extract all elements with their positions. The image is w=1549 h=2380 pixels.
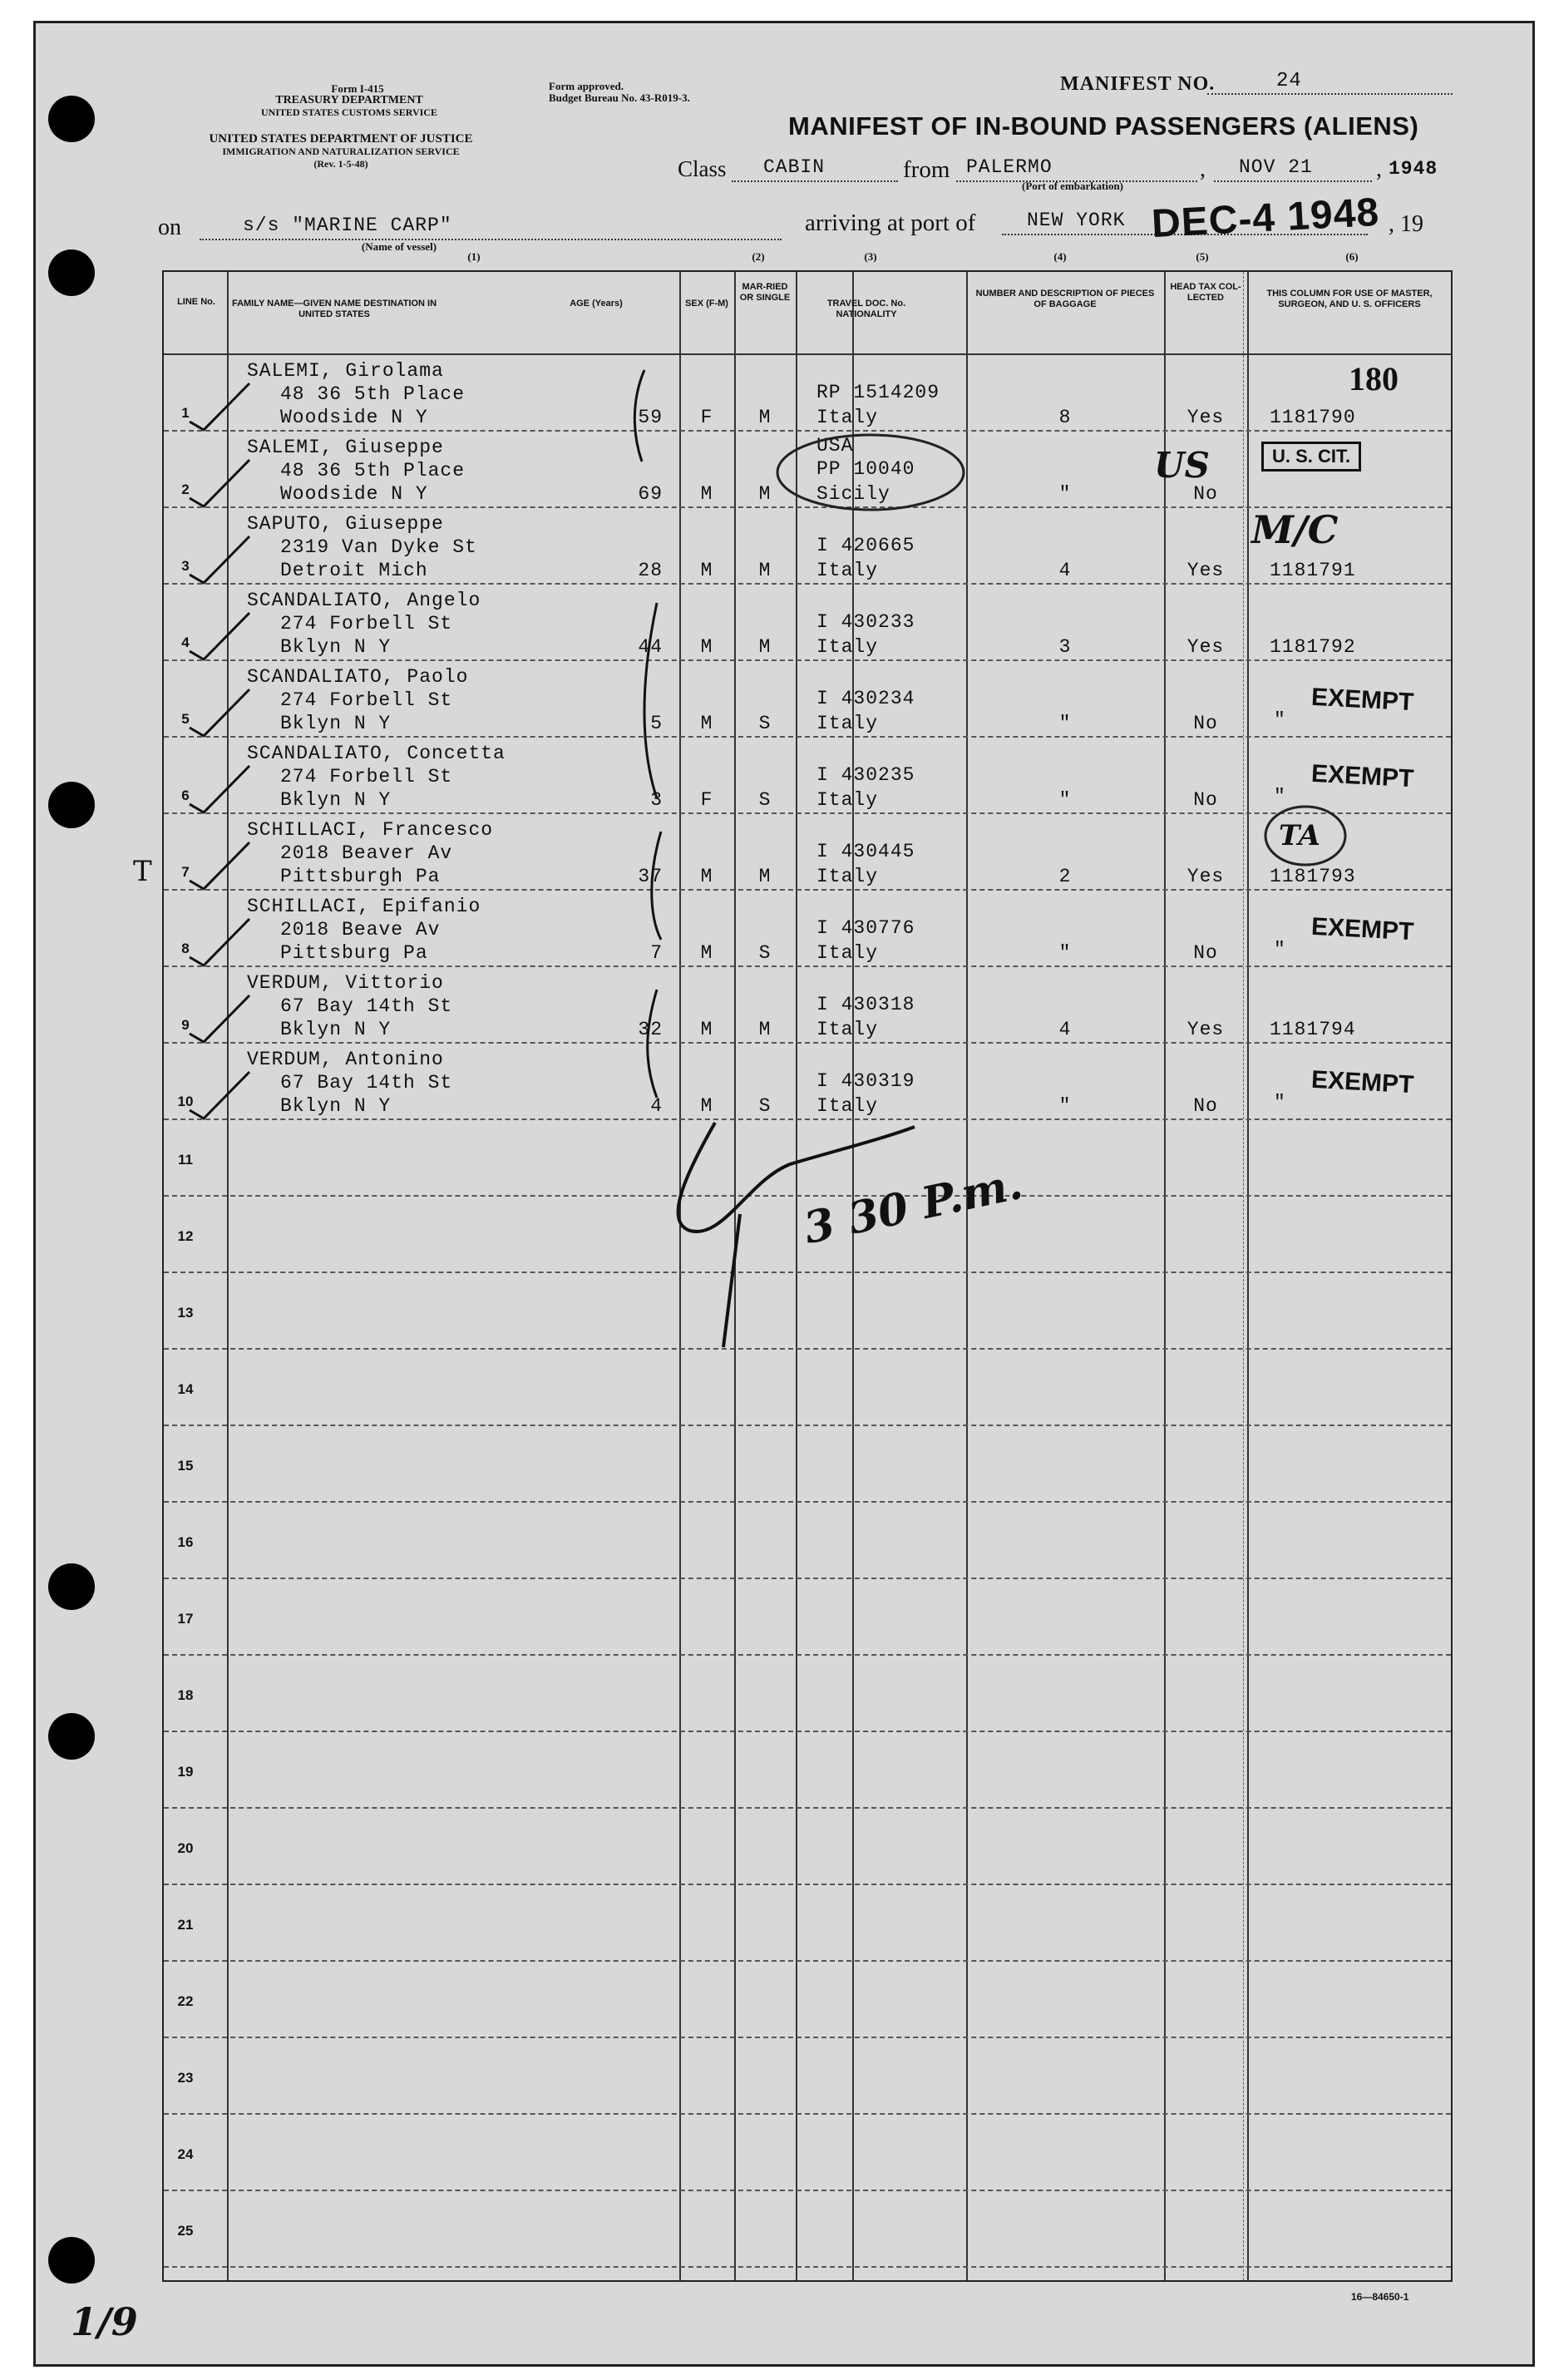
passenger-travel-doc: I 430234 [816,688,915,709]
passenger-baggage: 4 [1058,560,1072,581]
margin-mark: T [133,855,152,888]
officer-exempt-stamp: EXEMPT [1310,1065,1415,1099]
arriving-label: arriving at port of [805,210,976,236]
line-number: 12 [177,1228,194,1244]
officer-number: 1181791 [1270,560,1356,581]
line-number: 8 [181,941,190,956]
passenger-city: Woodside N Y [280,407,428,428]
line-number: 16 [177,1534,194,1550]
passenger-travel-doc: I 430445 [816,841,915,862]
check-mark [190,536,249,583]
officer-exempt-stamp: EXEMPT [1310,683,1415,717]
passenger-name: SALEMI, Giuseppe [247,437,444,458]
col-head-travel: TRAVEL DOC. No. NATIONALITY [826,299,906,319]
passenger-address: 2018 Beaver Av [280,842,453,864]
passenger-head-tax: Yes [1186,1019,1225,1040]
port-value: NEW YORK [1027,210,1126,231]
passenger-city: Detroit Mich [280,560,428,581]
passenger-name: SCHILLACI, Francesco [247,819,494,841]
passenger-city: Bklyn N Y [280,1095,392,1117]
passenger-sex: M [700,1019,713,1040]
check-mark [190,1072,249,1118]
passenger-marital: M [758,1019,772,1040]
passenger-marital: S [758,713,772,734]
passenger-nationality: Italy [816,1019,879,1040]
passenger-nationality: Italy [816,407,879,428]
line-number: 3 [181,558,190,574]
port-embark-caption: (Port of embarkation) [1021,180,1124,192]
line-number: 7 [181,864,190,880]
col-head-sex: SEX (F-M) [685,299,728,309]
passenger-sex: M [700,942,713,964]
passenger-baggage: 4 [1058,1019,1072,1040]
passenger-city: Bklyn N Y [280,636,392,658]
handwritten-ta: TA [1279,819,1320,852]
on-label: on [158,215,181,240]
check-mark [190,613,249,659]
col-head-officers: THIS COLUMN FOR USE OF MASTER, SURGEON, AND U. S. OFFICERS [1266,289,1433,309]
class-value: CABIN [763,156,826,178]
passenger-city: Bklyn N Y [280,789,392,811]
line-number: 20 [177,1840,194,1856]
passenger-nationality: Sicily [816,483,890,505]
check-mark [190,460,249,506]
passenger-marital: M [758,866,772,887]
date-comma: , [1200,156,1206,182]
treasury-label: TREASURY DEPARTMENT [275,94,423,106]
officer-number: 1181793 [1270,866,1356,887]
passenger-age: 4 [650,1095,663,1117]
passenger-age: 7 [650,942,663,964]
passenger-nationality: Italy [816,636,879,658]
col-head-married: MAR-RIED OR SINGLE [739,282,791,303]
col-head-headtax: HEAD TAX COL-LECTED [1170,282,1241,303]
passenger-travel-doc: I 430318 [816,994,915,1015]
passenger-baggage: " [1058,713,1072,734]
passenger-age: 3 [650,789,663,811]
manifest-no-label: MANIFEST NO. [1060,73,1216,95]
arrival-date-stamp: DEC-4 1948 [1150,190,1381,247]
year-suffix: , 19 [1389,211,1423,237]
col-num-5: (5) [1196,250,1209,263]
passenger-travel-doc: I 420665 [816,535,915,556]
vessel-value: s/s "MARINE CARP" [243,215,452,236]
passenger-age: 5 [650,713,663,734]
line-number: 19 [177,1764,194,1780]
check-mark [190,766,249,812]
officer-number: 1181792 [1270,636,1356,658]
line-number: 17 [177,1611,194,1627]
col-num-1: (1) [467,250,481,263]
line-number: 24 [177,2146,194,2162]
passenger-name: VERDUM, Vittorio [247,972,444,994]
passenger-nationality: Italy [816,713,879,734]
justice-label: UNITED STATES DEPARTMENT OF JUSTICE [209,132,473,146]
passenger-marital: M [758,636,772,658]
col-num-4: (4) [1053,250,1067,263]
passenger-city: Woodside N Y [280,483,428,505]
form-number: Form I-415 [331,82,384,95]
passenger-age: 28 [638,560,663,581]
passenger-name: SCHILLACI, Epifanio [247,896,481,917]
officer-number: 1181794 [1270,1019,1356,1040]
line-number: 2 [181,481,190,497]
passenger-address: 2018 Beave Av [280,919,441,941]
officer-uscit-stamp: U. S. CIT. [1261,442,1361,472]
passenger-head-tax: No [1193,483,1218,505]
passenger-baggage: " [1058,789,1072,811]
passenger-head-tax: No [1193,713,1218,734]
col-head-age: AGE (Years) [570,299,623,309]
passenger-head-tax: No [1193,1095,1218,1117]
officer-quote-mark: " [1274,1092,1286,1113]
officer-number: 1181790 [1270,407,1356,428]
passenger-sex: M [700,866,713,887]
line-number: 10 [177,1094,194,1109]
passenger-marital: S [758,1095,772,1117]
passenger-head-tax: No [1193,789,1218,811]
passenger-travel-doc: I 430319 [816,1070,915,1092]
passenger-baggage: 8 [1058,407,1072,428]
rev-label: (Rev. 1-5-48) [313,158,368,170]
line-number: 21 [177,1917,194,1933]
line-number: 25 [177,2223,194,2239]
passenger-head-tax: Yes [1186,407,1225,428]
line-number: 23 [177,2070,194,2086]
col-head-line: LINE No. [177,297,215,307]
passenger-sex: M [700,560,713,581]
passenger-nationality: Italy [816,789,879,811]
ta-circle-annotation [1265,807,1345,865]
passenger-address: 2319 Van Dyke St [280,536,477,558]
passenger-marital: M [758,407,772,428]
form-approved: Form approved. [549,80,624,92]
check-mark [190,689,249,736]
passenger-name: SALEMI, Girolama [247,360,444,382]
passenger-baggage: " [1058,942,1072,964]
passenger-travel-doc: I 430776 [816,917,915,939]
passenger-nationality: Italy [816,1095,879,1117]
passenger-age: 59 [638,407,663,428]
check-mark [190,383,249,430]
check-mark [190,995,249,1042]
passenger-travel-doc: I 430235 [816,764,915,786]
officer-quote-mark: " [1274,939,1286,960]
passenger-name: SAPUTO, Giuseppe [247,513,444,535]
passenger-baggage: 3 [1058,636,1072,658]
passenger-sex: M [700,713,713,734]
year-suffix-value: 19 [1400,211,1423,237]
handwritten-us: US [1154,445,1210,486]
passenger-city: Pittsburg Pa [280,942,428,964]
passenger-city: Bklyn N Y [280,1019,392,1040]
passenger-name: SCANDALIATO, Angelo [247,590,481,611]
passenger-nationality: Italy [816,942,879,964]
passenger-age: 37 [638,866,663,887]
officer-exempt-stamp: EXEMPT [1310,759,1415,793]
col-num-3: (3) [864,250,877,263]
passenger-sex: M [700,1095,713,1117]
passenger-name: VERDUM, Antonino [247,1049,444,1070]
passenger-baggage: 2 [1058,866,1072,887]
passenger-sex: F [700,407,713,428]
passenger-address: 67 Bay 14th St [280,995,453,1017]
passenger-address: 274 Forbell St [280,689,453,711]
passenger-address: 274 Forbell St [280,766,453,788]
line-number: 15 [177,1458,194,1474]
line-number: 6 [181,788,190,803]
passenger-name: SCANDALIATO, Concetta [247,743,506,764]
passenger-marital: M [758,560,772,581]
count-stamp: 180 [1349,360,1399,397]
check-marks [190,383,249,1118]
officer-quote-mark: " [1274,786,1286,807]
passenger-head-tax: Yes [1186,560,1225,581]
line-number: 4 [181,635,190,650]
col-head-name: FAMILY NAME—GIVEN NAME DESTINATION IN UNITED STATES [231,299,437,319]
passenger-marital: S [758,942,772,964]
manifest-no-value: 24 [1276,70,1302,92]
line-number: 18 [177,1687,194,1703]
passenger-sex: F [700,789,713,811]
date-value: NOV 21 [1239,156,1313,178]
footer-handwriting: 1/9 [71,2299,138,2344]
bracket-marks [634,370,661,1098]
col-num-2: (2) [752,250,765,263]
check-mark [190,842,249,889]
budget-number: Budget Bureau No. 43-R019-3. [549,91,690,104]
passenger-nationality: Italy [816,866,879,887]
passenger-city: Pittsburgh Pa [280,866,441,887]
passenger-age: 32 [638,1019,663,1040]
handwritten-mc: M/C [1251,507,1339,552]
line-number: 9 [181,1017,190,1033]
passenger-sex: M [700,483,713,505]
line-number: 13 [177,1305,194,1321]
footer-form-code: 16—84650-1 [1351,2291,1409,2303]
passenger-address: 48 36 5th Place [280,460,466,481]
passenger-baggage: " [1058,1095,1072,1117]
passenger-travel-doc: RP 1514209 [816,382,940,403]
passenger-nationality: Italy [816,560,879,581]
passenger-address: 48 36 5th Place [280,383,466,405]
line-number: 14 [177,1381,194,1397]
handwritten-time: 3 30 P.m. [799,1158,1027,1255]
passenger-age: 69 [638,483,663,505]
signature-scrawl [678,1123,915,1347]
vessel-caption: (Name of vessel) [361,240,437,253]
passenger-age: 44 [638,636,663,658]
passenger-head-tax: Yes [1186,636,1225,658]
col-head-baggage: NUMBER AND DESCRIPTION OF PIECES OF BAGGAGE [975,289,1155,309]
line-number: 22 [177,1993,194,2009]
manifest-title: MANIFEST OF IN-BOUND PASSENGERS (ALIENS) [788,111,1419,141]
check-mark [190,919,249,965]
officer-quote-mark: " [1274,709,1286,731]
circle-annotation [777,435,964,510]
from-value: PALERMO [966,156,1053,178]
officer-exempt-stamp: EXEMPT [1310,912,1415,946]
passenger-marital: M [758,483,772,505]
passenger-baggage: " [1058,483,1072,505]
class-label: Class [678,156,727,181]
passenger-city: Bklyn N Y [280,713,392,734]
passenger-travel-doc: PP 10040 [816,458,915,480]
year-comma: , [1376,156,1382,182]
from-label: from [903,156,950,183]
passenger-name: SCANDALIATO, Paolo [247,666,469,688]
passenger-travel-doc: I 430233 [816,611,915,633]
passenger-doc-prefix: USA [816,435,854,457]
passenger-address: 274 Forbell St [280,613,453,635]
passenger-address: 67 Bay 14th St [280,1072,453,1094]
passenger-head-tax: No [1193,942,1218,964]
passenger-sex: M [700,636,713,658]
customs-label: UNITED STATES CUSTOMS SERVICE [261,106,437,118]
year-value: 1948 [1389,158,1438,180]
line-number: 1 [181,405,190,421]
passenger-head-tax: Yes [1186,866,1225,887]
line-number: 5 [181,711,190,727]
col-num-6: (6) [1345,250,1359,263]
passenger-marital: S [758,789,772,811]
line-number: 11 [178,1152,193,1168]
immigration-label: IMMIGRATION AND NATURALIZATION SERVICE [222,146,460,157]
